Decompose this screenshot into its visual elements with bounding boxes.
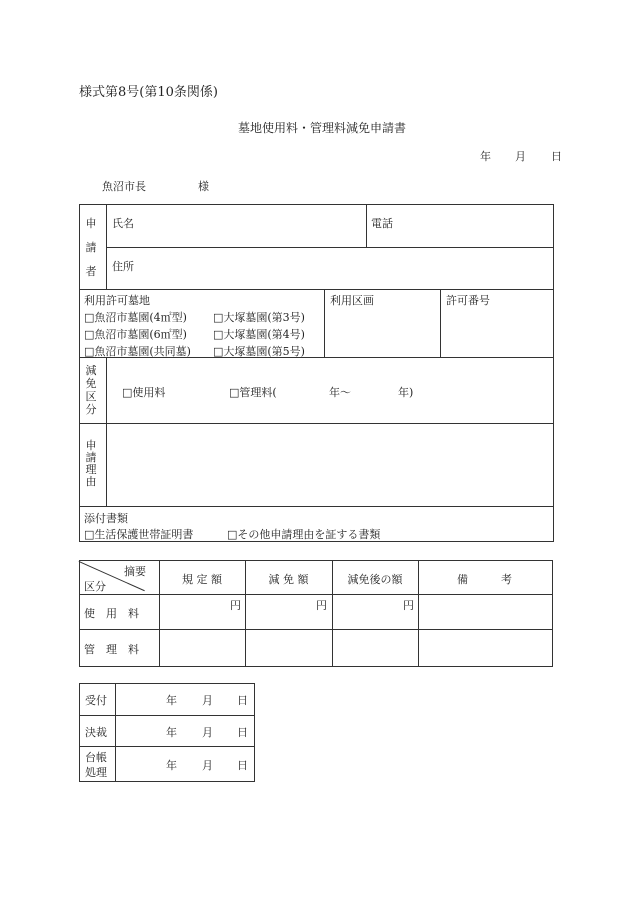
date-month-label: 月: [515, 150, 526, 163]
phone-label: 電話: [371, 217, 393, 230]
approval-label: 決裁: [85, 726, 107, 739]
document-title: 墓地使用料・管理料減免申請書: [238, 121, 407, 135]
application-reason-label: 申 請 理 由: [85, 439, 97, 488]
addressee: 魚沼市長: [102, 180, 146, 193]
ledger-month: 月: [202, 759, 213, 772]
approval-year: 年: [166, 726, 177, 739]
form-number: 様式第8号(第10条関係): [79, 85, 218, 100]
approval-month: 月: [202, 726, 213, 739]
header-standard-amount: 規 定 額: [182, 573, 222, 586]
applicant-label: 申 請 者: [85, 217, 97, 278]
reception-month: 月: [202, 694, 213, 707]
fee-table-corner-summary: 摘要: [124, 565, 146, 578]
usage-fee-checkbox[interactable]: □使用料: [122, 386, 166, 399]
ledger-label-line1: 台帳: [85, 751, 107, 764]
attachment-welfare-certificate[interactable]: □生活保護世帯証明書: [84, 528, 194, 541]
approval-day: 日: [237, 726, 248, 739]
exemption-category-label: 減 免 区 分: [85, 364, 97, 416]
cemetery-option-uonuma-4[interactable]: □魚沼市墓園(4㎡型): [84, 311, 187, 324]
attachments-label: 添付書類: [84, 512, 128, 525]
attachment-other-documents[interactable]: □その他申請理由を証する書類: [227, 528, 381, 541]
addressee-honorific: 様: [198, 180, 209, 193]
reception-year: 年: [166, 694, 177, 707]
name-label: 氏名: [112, 217, 134, 230]
date-day-label: 日: [551, 150, 562, 163]
permit-number-label: 許可番号: [446, 294, 490, 307]
header-exemption-amount: 減 免 額: [268, 573, 309, 586]
cemetery-option-otsuka-4[interactable]: □大塚墓園(第4号): [213, 328, 305, 341]
row-management-fee-label: 管 理 料: [84, 643, 139, 656]
ledger-label-line2: 処理: [85, 766, 107, 779]
header-post-exemption-amount: 減免後の額: [347, 573, 403, 586]
plot-section-label: 利用区画: [330, 294, 374, 307]
cemetery-option-otsuka-3[interactable]: □大塚墓園(第3号): [213, 311, 305, 324]
reception-label: 受付: [85, 694, 107, 707]
ledger-day: 日: [237, 759, 248, 772]
row-usage-fee-unit-standard: 円: [230, 599, 241, 612]
cemetery-label: 利用許可墓地: [84, 294, 150, 307]
row-usage-fee-unit-exemption: 円: [316, 599, 327, 612]
cemetery-option-uonuma-6[interactable]: □魚沼市墓園(6㎡型): [84, 328, 187, 341]
ledger-year: 年: [166, 759, 177, 772]
row-usage-fee-unit-post: 円: [403, 599, 414, 612]
management-fee-year-to: 年): [398, 386, 414, 399]
header-remarks: 備 考: [457, 573, 512, 586]
management-fee-checkbox[interactable]: □管理料(: [229, 386, 277, 399]
cemetery-option-uonuma-shared[interactable]: □魚沼市墓園(共同墓): [84, 345, 191, 358]
application-reason-field[interactable]: [110, 428, 550, 502]
reception-day: 日: [237, 694, 248, 707]
date-year-label: 年: [480, 150, 491, 163]
fee-table-corner-category: 区分: [84, 580, 106, 593]
address-label: 住所: [112, 260, 134, 273]
row-usage-fee-label: 使 用 料: [84, 607, 139, 620]
cemetery-option-otsuka-5[interactable]: □大塚墓園(第5号): [213, 345, 305, 358]
management-fee-year-from: 年～: [329, 386, 351, 399]
